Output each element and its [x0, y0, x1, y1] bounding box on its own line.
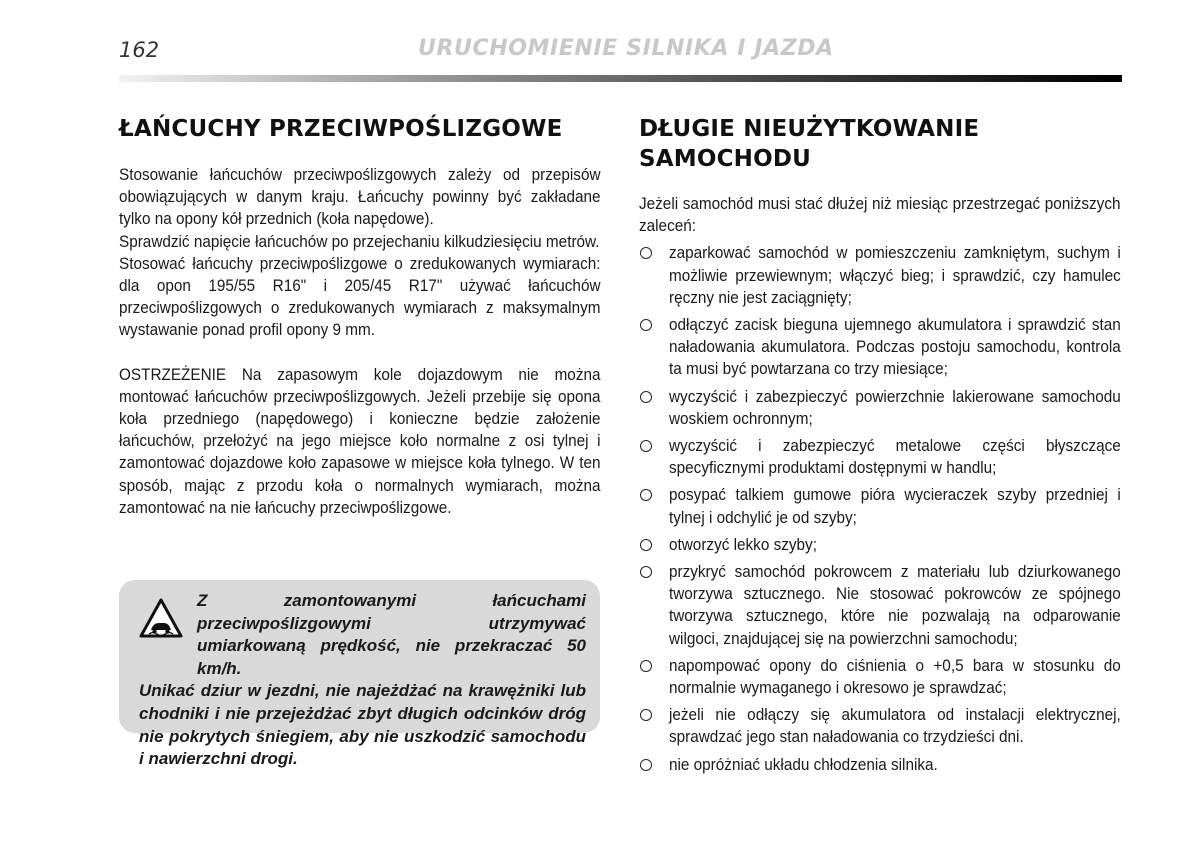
list-item: wyczyścić i zabezpieczyć powierzchnie lakierowane samochodu woskiem ochronnym; — [639, 386, 1121, 430]
caution-lead: Z zamontowanymi łańcuchami przeciwpoślizgowymi utrzymywać umiarkowaną prędkość, nie przekraczać 50 km/h. — [197, 591, 586, 678]
header-rule — [119, 75, 1122, 82]
intro-line-3: Stosować łańcuchy przeciwpoślizgowe o zredukowanych wymiarach: dla opon 195/55 R16" i 205/45 R17" używać łańcuchów przeciwpoślizgowych o zredukowanych wymiarach z maksymalnym wystawanie ponad profil opony 9 mm. — [119, 253, 601, 340]
circle-bullet-icon — [640, 539, 652, 551]
circle-bullet-icon — [640, 489, 652, 501]
list-item: otworzyć lekko szyby; — [639, 534, 1121, 556]
circle-bullet-icon — [640, 566, 652, 578]
circle-bullet-icon — [640, 391, 652, 403]
list-item: zaparkować samochód w pomieszczeniu zamkniętym, suchym i możliwie przewiewnym; włączyć bieg; i sprawdzić, czy hamulec ręczny nie jest zaciągnięty; — [639, 242, 1121, 309]
intro-line-1: Stosowanie łańcuchów przeciwpoślizgowych zależy od przepisów obowiązujących w danym kraju. Łańcuchy powinny być zakładane tylko na opony kół przednich (koła napędowe). — [119, 165, 601, 229]
list-item: nie opróżniać układu chłodzenia silnika. — [639, 754, 1121, 776]
circle-bullet-icon — [640, 660, 652, 672]
page-number: 162 — [119, 38, 160, 62]
spare-wheel-warning-note: OSTRZEŻENIE Na zapasowym kole dojazdowym nie można montować łańcuchów przeciwpoślizgowych. Jeżeli przebije się opona koła przedniego (napędowego) i konieczne będzie założenie łańcuchów, przełożyć na jego miejsce koło normalne z osi tylnej i zamontować dojazdowe koło zapasowe w miejsce koła tylnego. W ten sposób, mając z przodu koła o normalnych wymiarach, można zamontować na nie łańcuchy przeciwpoślizgowe. — [119, 364, 601, 517]
section-heading-long-storage — [639, 114, 1121, 174]
running-header: URUCHOMIENIE SILNIKA I JAZDA — [418, 36, 834, 61]
right-column — [639, 114, 1121, 781]
list-item: przykryć samochód pokrowcem z materiału lub dziurkowanego tworzywa sztucznego. Nie stosować pokrowców ze spójnego tworzywa sztucznego, które nie pozwalają na odparowanie wilgoci, znajdującej się na powierzchni samochodu; — [639, 561, 1121, 650]
circle-bullet-icon — [640, 319, 652, 331]
caution-rest: Unikać dziur w jezdni, nie najeżdżać na krawężniki lub chodniki i nie przejeżdżać zbyt długich odcinków dróg nie pokrytych śniegiem, aby nie uszkodzić samochodu i nawierzchni drogi. — [139, 681, 586, 769]
long-storage-intro: Jeżeli samochód musi stać dłużej niż miesiąc przestrzegać poniższych zaleceń: — [639, 194, 1121, 236]
warning-triangle-icon — [139, 598, 183, 638]
list-item: odłączyć zacisk bieguna ujemnego akumulatora i sprawdzić stan naładowania akumulatora. Podczas postoju samochodu, kontrola ta musi być powtarzana co trzy miesiące; — [639, 314, 1121, 381]
circle-bullet-icon — [640, 247, 652, 259]
list-item: posypać talkiem gumowe pióra wycieraczek szyby przedniej i tylnej i odchylić je od szyby; — [639, 484, 1121, 528]
intro-line-2: Sprawdzić napięcie łańcuchów po przejechaniu kilkudziesięciu metrów. — [119, 231, 600, 251]
circle-bullet-icon — [640, 759, 652, 771]
caution-text — [139, 590, 586, 771]
list-item: wyczyścić i zabezpieczyć metalowe części błyszczące specyficznymi produktami dostępnymi w handlu; — [639, 435, 1121, 479]
caution-box — [119, 580, 600, 769]
circle-bullet-icon — [640, 709, 652, 721]
storage-instructions-list — [639, 242, 1121, 775]
snow-chains-intro — [119, 164, 601, 342]
list-item: napompować opony do ciśnienia o +0,5 bara w stosunku do normalnie wymaganego i okresowo je sprawdzać; — [639, 655, 1121, 699]
circle-bullet-icon — [640, 440, 652, 452]
heading-line-1: DŁUGIE NIEUŻYTKOWANIE — [639, 116, 980, 142]
heading-line-2: SAMOCHODU — [639, 146, 812, 172]
left-column — [119, 114, 601, 519]
section-heading-snow-chains: ŁAŃCUCHY PRZECIWPOŚLIZGOWE — [119, 116, 563, 142]
list-item: jeżeli nie odłączy się akumulatora od instalacji elektrycznej, sprawdzać jego stan naładowania co trzydzieści dni. — [639, 704, 1121, 748]
